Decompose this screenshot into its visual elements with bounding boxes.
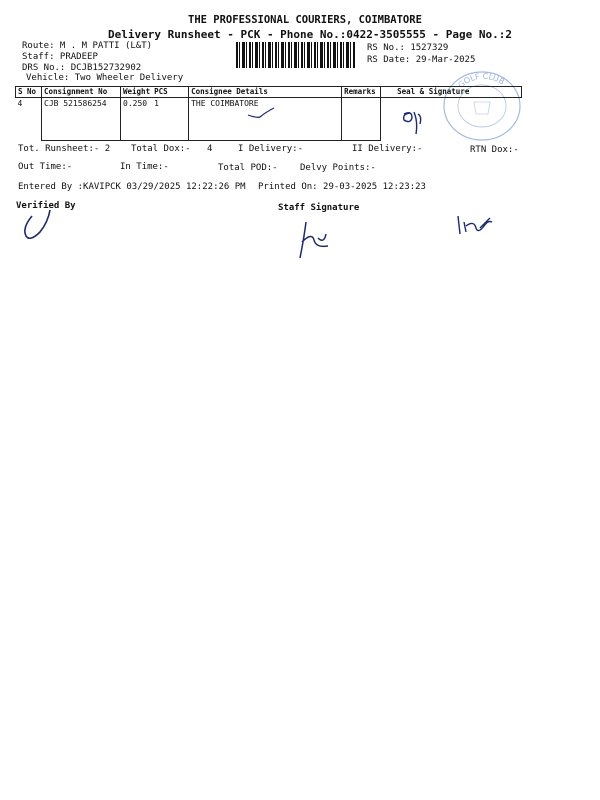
total-dox-value: 4	[207, 144, 213, 154]
cell-remarks	[342, 98, 381, 141]
rs-number: RS No.: 1527329	[367, 43, 449, 53]
receiver-signature	[398, 108, 428, 142]
col-header-sno: S No	[16, 87, 42, 98]
table-header-row	[16, 87, 522, 98]
col-header-remarks: Remarks	[342, 87, 381, 98]
cell-pcs: 1	[152, 98, 189, 141]
total-dox-label: Total Dox:-	[131, 144, 191, 154]
staff-signature-scribble	[294, 218, 334, 262]
entered-by: Entered By :KAVIPCK 03/29/2025 12:22:26 PM	[18, 182, 246, 192]
company-title: THE PROFESSIONAL COURIERS, COIMBATORE	[188, 14, 422, 26]
in-time: In Time:-	[120, 162, 169, 172]
cell-consignment: CJB 521586254	[42, 98, 121, 141]
col-header-pcs: PCS	[152, 87, 189, 98]
handwritten-initials-scribble	[454, 212, 494, 240]
tick-mark-icon	[246, 106, 276, 120]
col-header-seal-signature: Seal & Signature	[381, 87, 522, 98]
printed-on: Printed On: 29-03-2025 12:23:23	[258, 182, 426, 192]
tot-runsheet: Tot. Runsheet:- 2	[18, 144, 111, 154]
verified-by-label: Verified By	[16, 201, 76, 211]
route-text: Route: M . M PATTI (L&T)	[22, 41, 153, 51]
out-time: Out Time:-	[18, 162, 73, 172]
col-header-weight: Weight	[121, 87, 153, 98]
delvy-points: Delvy Points:-	[300, 163, 376, 173]
rs-date: RS Date: 29-Mar-2025	[367, 55, 476, 65]
drs-number: DRS No.: DCJB152732902	[22, 63, 142, 73]
col-header-consignment: Consignment No	[42, 87, 121, 98]
col-header-consignee: Consignee Details	[189, 87, 342, 98]
staff-signature-label: Staff Signature	[278, 203, 360, 213]
vehicle-text: Vehicle: Two Wheeler Delivery	[26, 73, 184, 83]
cell-consignee: THE COIMBATORE	[189, 98, 342, 141]
ii-delivery: II Delivery:-	[352, 144, 423, 154]
staff-text: Staff: PRADEEP	[22, 52, 98, 62]
rtn-dox: RTN Dox:-	[470, 145, 519, 155]
barcode	[236, 42, 356, 68]
verified-check-icon	[20, 206, 54, 242]
runsheet-title: Delivery Runsheet - PCK - Phone No.:0422-3505555 - Page No.:2	[108, 28, 512, 41]
cell-sno: 4	[17, 99, 23, 108]
i-delivery: I Delivery:-	[238, 144, 304, 154]
cell-weight: 0.250	[121, 98, 153, 141]
total-pod: Total POD:-	[218, 163, 278, 173]
seal-text: GOLF CLUB	[456, 71, 507, 90]
